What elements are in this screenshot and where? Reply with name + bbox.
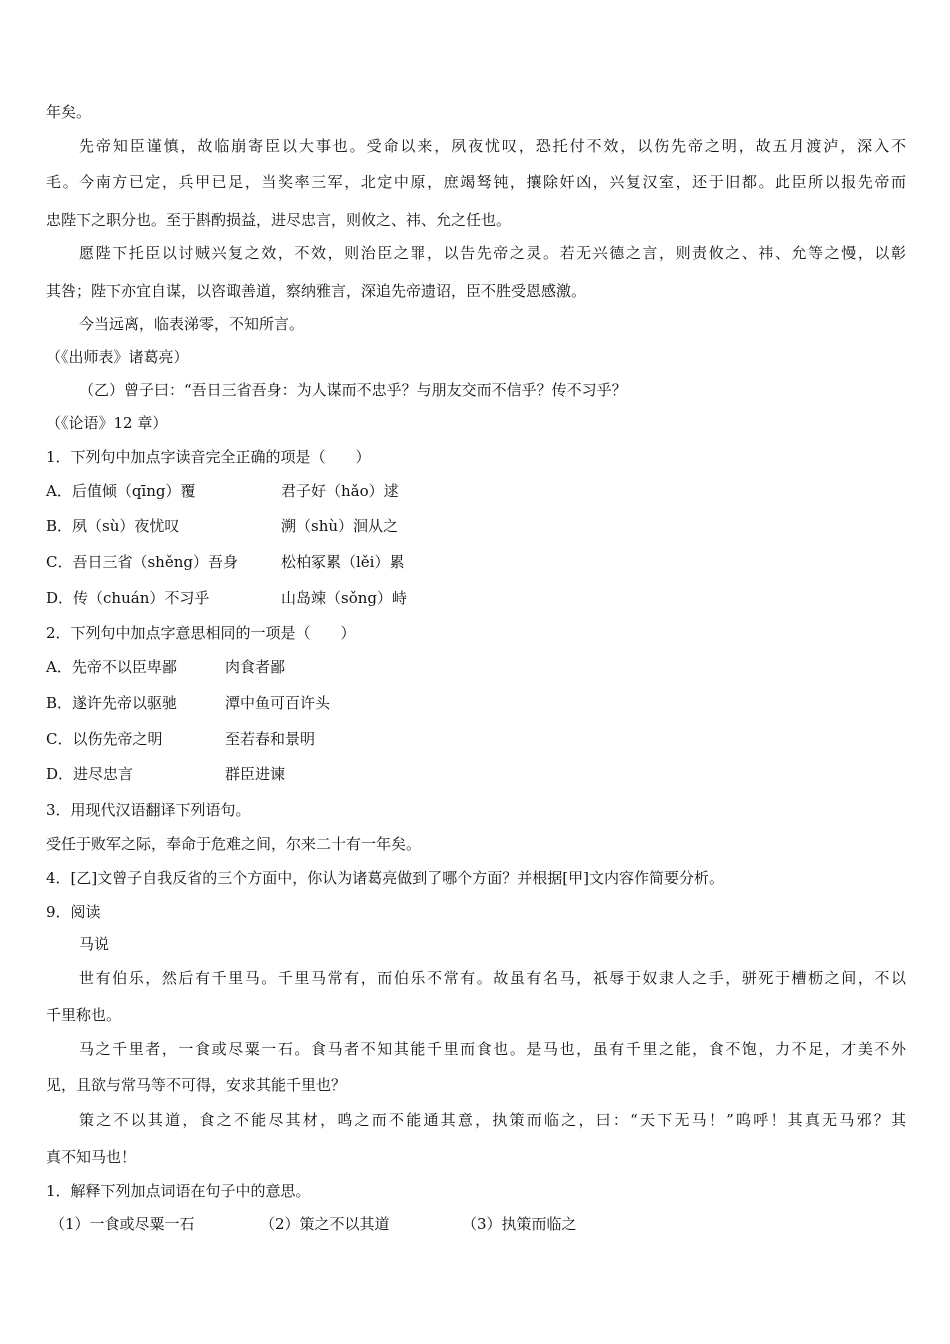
passage-line: 忠陛下之职分也。至于斟酌损益，进尽忠言，则攸之、祎、允之任也。 <box>46 211 512 229</box>
essay-line: 见，且欲与常马等不可得，安求其能千里也？ <box>46 1076 347 1094</box>
essay-line: 策之不以其道，食之不能尽其材，鸣之而不能通其意，执策而临之，曰：“天下无马！”呜呼！其真无马邪？其 <box>79 1111 906 1129</box>
essay-line: 世有伯乐，然后有千里马。千里马常有，而伯乐不常有。故虽有名马，祇辱于奴隶人之手，骈死于槽枥之间，不以 <box>79 969 906 987</box>
option-right: 至若春和景明 <box>225 730 316 748</box>
passage-source: （《出师表》诸葛亮） <box>46 348 189 366</box>
section-heading: 9．阅读 <box>46 903 101 921</box>
passage-line: 其咎；陛下亦宜自谋，以咨诹善道，察纳雅言，深追先帝遗诏，臣不胜受恩感激。 <box>46 282 587 300</box>
passage-source: （《论语》12 章） <box>46 414 168 432</box>
passage-line: 年矣。 <box>46 103 92 121</box>
question-stem: 3．用现代汉语翻译下列语句。 <box>46 801 251 819</box>
option-label: B．夙（sù）夜忧叹 <box>46 517 180 535</box>
option-label: A．先帝不以臣卑鄙 <box>46 658 177 676</box>
option-right: 松柏冢累（lěi）累 <box>281 553 405 571</box>
option-label: C．吾日三省（shěng）吾身 <box>46 553 238 571</box>
option-label: B．遂许先帝以驱驰 <box>46 694 178 712</box>
question-stem: 4．[乙]文曾子自我反省的三个方面中，你认为诸葛亮做到了哪个方面？并根据[甲]文内容作简要分析。 <box>46 869 724 887</box>
sub-question: （3）执策而临之 <box>462 1215 577 1233</box>
option-right: 群臣进谏 <box>225 765 286 783</box>
passage-yi-text: （乙）曾子曰：“吾日三省吾身：为人谋而不忠乎？与朋友交而不信乎？传不习乎？ <box>79 381 627 399</box>
passage-line: 今当远离，临表涕零，不知所言。 <box>79 315 305 333</box>
option-right: 山岛竦（sǒng）峙 <box>281 589 407 607</box>
essay-line: 马之千里者，一食或尽粟一石。食马者不知其能千里而食也。是马也，虽有千里之能，食不饱，力不足，才美不外 <box>79 1040 906 1058</box>
question-stem: 1．解释下列加点词语在句子中的意思。 <box>46 1182 311 1200</box>
passage-line: 愿陛下托臣以讨贼兴复之效，不效，则治臣之罪，以告先帝之灵。若无兴德之言，则责攸之、祎、允等之慢，以彰 <box>79 244 906 262</box>
question-stem: 1．下列句中加点字读音完全正确的项是（ ） <box>46 448 371 466</box>
passage-line: 先帝知臣谨慎，故临崩寄臣以大事也。受命以来，夙夜忧叹，恐托付不效，以伤先帝之明，故五月渡泸，深入不 <box>79 137 906 155</box>
option-label: C．以伤先帝之明 <box>46 730 163 748</box>
option-right: 君子好（hǎo）逑 <box>281 482 399 500</box>
option-right: 潭中鱼可百许头 <box>225 694 331 712</box>
option-right: 肉食者鄙 <box>225 658 286 676</box>
essay-line: 千里称也。 <box>46 1006 122 1024</box>
option-label: A．后值倾（qīng）覆 <box>46 482 196 500</box>
sub-question: （1）一食或尽粟一石 <box>50 1215 195 1233</box>
option-right: 溯（shù）洄从之 <box>281 517 399 535</box>
sub-question: （2）策之不以其道 <box>260 1215 390 1233</box>
essay-title: 马说 <box>79 935 110 953</box>
option-label: D．传（chuán）不习乎 <box>46 589 210 607</box>
passage-line: 毛。今南方已定，兵甲已足，当奖率三军，北定中原，庶竭驽钝，攘除奸凶，兴复汉室，还于旧都。此臣所以报先帝而 <box>46 173 906 191</box>
essay-line: 真不知马也！ <box>46 1148 137 1166</box>
question-sentence: 受任于败军之际，奉命于危难之间，尔来二十有一年矣。 <box>46 835 422 853</box>
question-stem: 2．下列句中加点字意思相同的一项是（ ） <box>46 624 356 642</box>
option-label: D．进尽忠言 <box>46 765 134 783</box>
